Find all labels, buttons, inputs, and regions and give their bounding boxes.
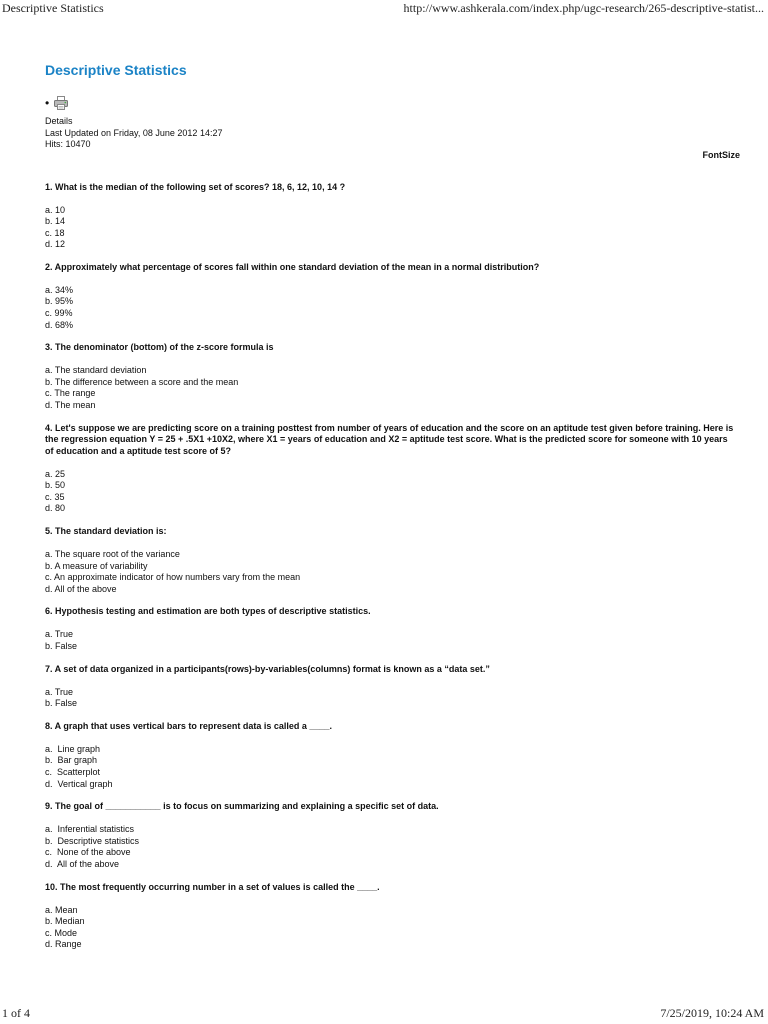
print-footer <box>0 1004 768 1024</box>
page-number: 1 of 4 <box>2 1006 30 1020</box>
question-text: 4. Let's suppose we are predicting score on a training posttest from number of years of education and the score on an aptitude test given before training. Here is the regression equation Y = 25 + .5X1 +10X2, where X1 = years of education and X2 = aptitude test score. What is the predicted score for someone with 10 years of education and a aptitude test score of 5? <box>45 422 734 456</box>
question-text: 5. The standard deviation is: <box>45 526 167 536</box>
answer-option: b. Descriptive statistics <box>45 835 140 846</box>
answer-option: c. 99% <box>45 308 73 319</box>
question-item <box>45 423 735 515</box>
answer-option: a. True <box>45 686 74 697</box>
answer-option: c. 35 <box>45 491 65 502</box>
answer-option: a. Line graph <box>45 743 101 754</box>
answer-options <box>45 687 735 710</box>
answer-option: b. 50 <box>45 480 66 491</box>
answer-options <box>45 905 735 951</box>
question-text: 7. A set of data organized in a participants(rows)-by-variables(columns) format is known as a “data set.” <box>45 663 490 674</box>
answer-option: b. Bar graph <box>45 755 98 766</box>
answer-option: c. Mode <box>45 927 78 938</box>
last-updated: Last Updated on Friday, 08 June 2012 14:27 <box>45 127 223 138</box>
answer-options <box>45 285 735 331</box>
answer-option: c. Scatterplot <box>45 766 101 777</box>
hits-count: Hits: 10470 <box>45 139 91 149</box>
print-header <box>0 0 768 22</box>
fontsize-control[interactable]: FontSize <box>702 149 740 160</box>
answer-options <box>45 365 735 411</box>
question-text: 1. What is the median of the following set of scores? 18, 6, 12, 10, 14 ? <box>45 181 346 192</box>
answer-options <box>45 549 735 595</box>
answer-option: b. 95% <box>45 296 74 307</box>
answer-options <box>45 744 735 790</box>
answer-option: a. The standard deviation <box>45 365 147 376</box>
question-item <box>45 606 735 652</box>
print-datetime: 7/25/2019, 10:24 AM <box>660 1006 764 1020</box>
question-list <box>45 182 735 951</box>
question-item <box>45 664 735 710</box>
answer-option: a. 25 <box>45 468 66 479</box>
answer-option: d. 12 <box>45 239 66 250</box>
answer-option: b. 14 <box>45 216 66 227</box>
answer-option: d. All of the above <box>45 858 120 869</box>
answer-options <box>45 469 735 515</box>
question-item <box>45 801 735 870</box>
answer-option: a. True <box>45 629 74 640</box>
answer-option: c. The range <box>45 388 96 399</box>
article-icons <box>45 94 735 112</box>
answer-option: d. 68% <box>45 319 74 330</box>
answer-option: c. None of the above <box>45 847 131 858</box>
question-item <box>45 882 735 951</box>
question-item <box>45 182 735 251</box>
article <box>45 62 740 962</box>
question-item <box>45 262 735 331</box>
answer-option: a. 34% <box>45 284 74 295</box>
answer-option: a. The square root of the variance <box>45 549 180 559</box>
question-text: 6. Hypothesis testing and estimation are both types of descriptive statistics. <box>45 606 371 617</box>
answer-options <box>45 629 735 652</box>
answer-option: a. Mean <box>45 904 78 915</box>
answer-option: a. Inferential statistics <box>45 824 135 835</box>
answer-option: b. Median <box>45 916 85 927</box>
question-item <box>45 526 735 595</box>
answer-option: d. All of the above <box>45 583 117 594</box>
answer-option: b. False <box>45 698 78 709</box>
answer-option: d. 80 <box>45 503 66 514</box>
article-title[interactable]: Descriptive Statistics <box>45 62 187 78</box>
print-icon[interactable] <box>54 96 68 110</box>
question-text: 8. A graph that uses vertical bars to represent data is called a ____. <box>45 720 332 731</box>
question-text: 9. The goal of ___________ is to focus on summarizing and explaining a specific set of data. <box>45 801 439 812</box>
answer-option: d. Range <box>45 939 82 950</box>
answer-options <box>45 824 735 870</box>
question-text: 3. The denominator (bottom) of the z-score formula is <box>45 342 274 353</box>
answer-option: d. The mean <box>45 400 96 411</box>
answer-option: b. The difference between a score and the mean <box>45 376 239 387</box>
answer-option: b. False <box>45 640 78 651</box>
print-header-title: Descriptive Statistics <box>2 1 104 15</box>
answer-option: c. 18 <box>45 227 65 238</box>
icon-list-bullet: • <box>45 96 50 110</box>
question-text: 2. Approximately what percentage of scores fall within one standard deviation of the mean in a normal distribution? <box>45 261 540 272</box>
question-item <box>45 342 735 411</box>
article-meta <box>45 116 735 151</box>
question-item <box>45 721 735 790</box>
question-text: 10. The most frequently occurring number in a set of values is called the ____. <box>45 881 380 892</box>
print-header-url: http://www.ashkerala.com/index.php/ugc-research/265-descriptive-statist... <box>403 1 764 15</box>
answer-option: d. Vertical graph <box>45 778 113 789</box>
answer-options <box>45 205 735 251</box>
answer-option: c. An approximate indicator of how numbers vary from the mean <box>45 572 301 583</box>
answer-option: a. 10 <box>45 204 66 215</box>
answer-option: b. A measure of variability <box>45 560 148 571</box>
details-label: Details <box>45 116 73 126</box>
